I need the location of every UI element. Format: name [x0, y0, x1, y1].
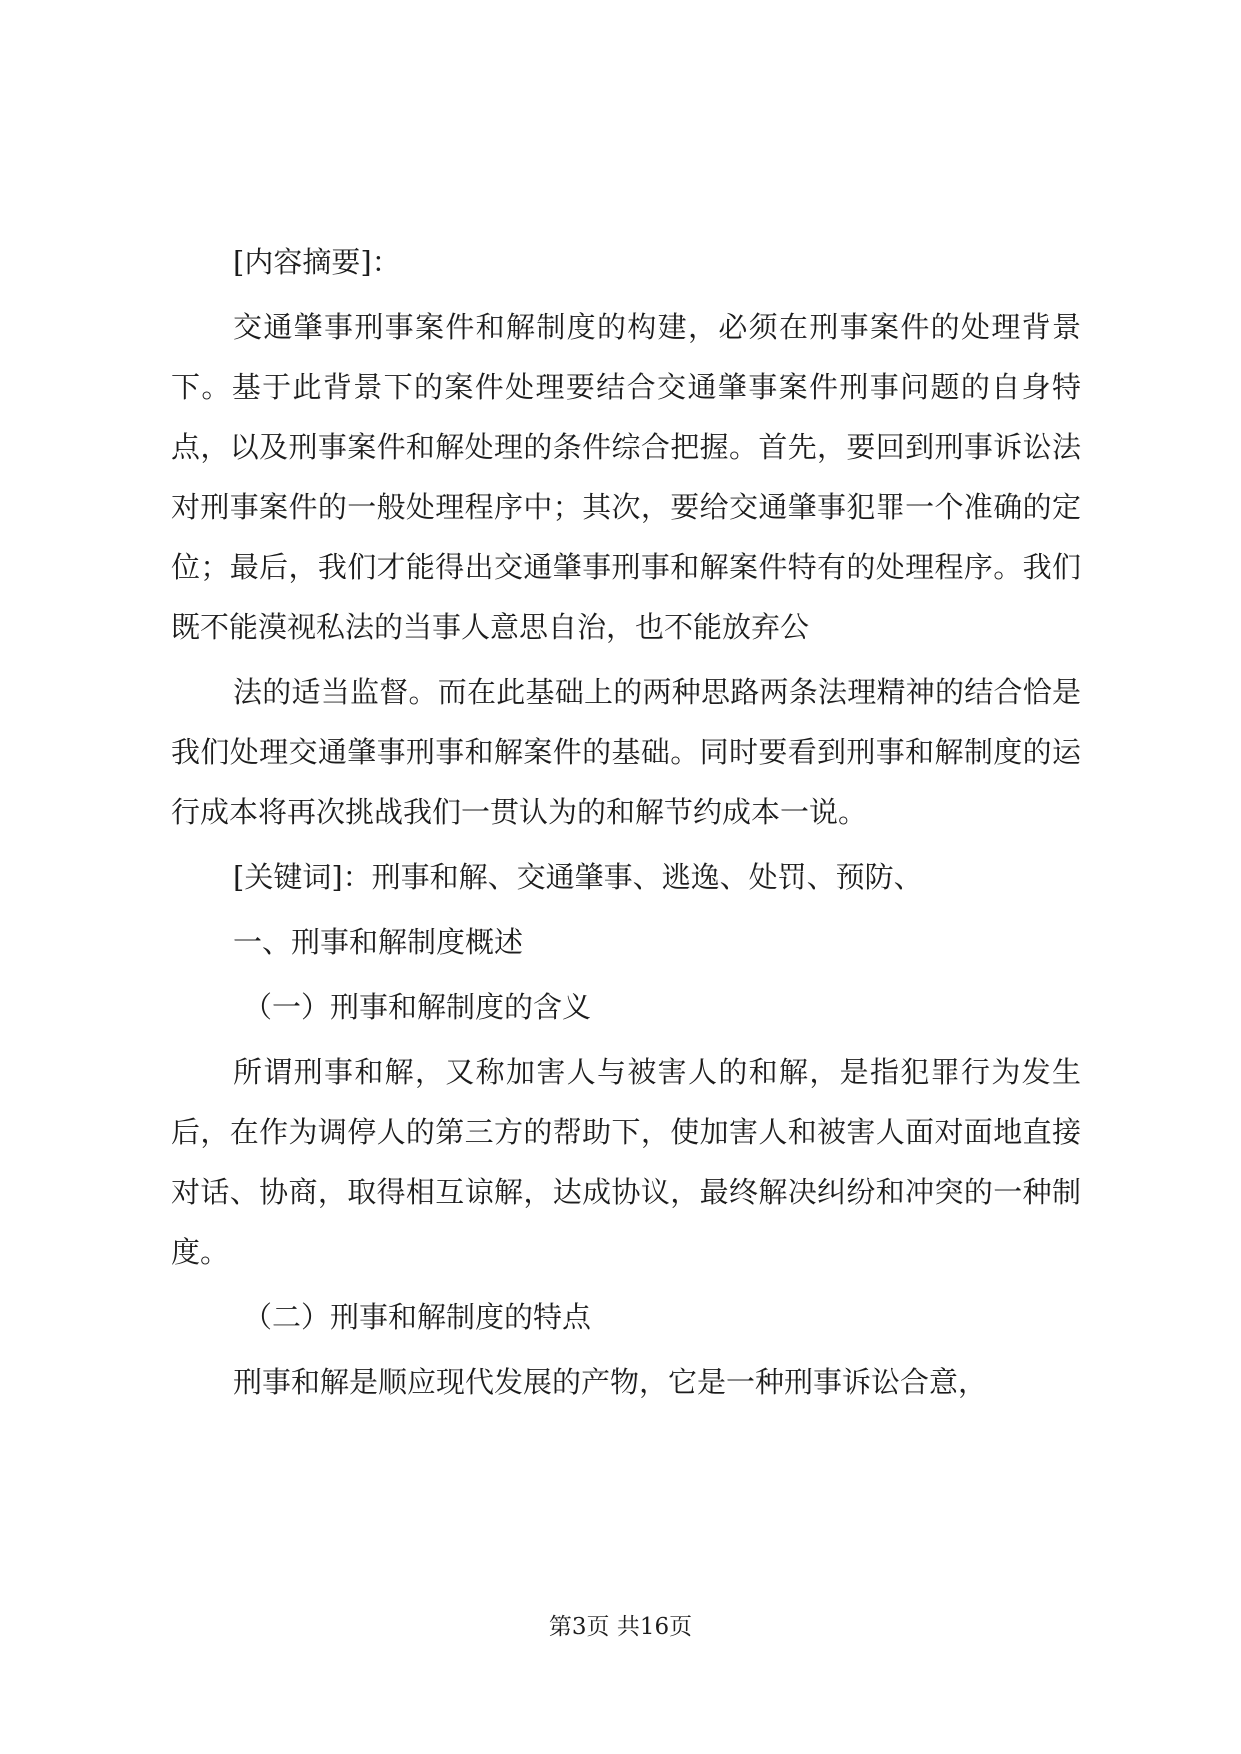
subsection-heading-2: （二）刑事和解制度的特点 — [243, 1300, 592, 1334]
page-footer: 第3页 共16页 — [548, 1614, 693, 1640]
keywords-line: [关键词]：刑事和解、交通肇事、逃逸、处罚、预防、 — [233, 860, 923, 894]
body-paragraph-definition: 所谓刑事和解，又称加害人与被害人的和解，是指犯罪行为发生后，在作为调停人的第三方的帮助下，使加害人和被害人面对面地直接对话、协商，取得相互谅解，达成协议，最终解决纠纷和冲突的一种制度。 — [171, 1055, 1081, 1269]
document-body — [171, 232, 1081, 1417]
section-heading-1: 一、刑事和解制度概述 — [233, 925, 524, 959]
abstract-heading: [内容摘要]： — [233, 245, 401, 279]
abstract-paragraph-2: 法的适当监督。而在此基础上的两种思路两条法理精神的结合恰是我们处理交通肇事刑事和解案件的基础。同时要看到刑事和解制度的运行成本将再次挑战我们一贯认为的和解节约成本一说。 — [171, 675, 1081, 829]
body-paragraph-features: 刑事和解是顺应现代发展的产物，它是一种刑事诉讼合意， — [233, 1365, 988, 1399]
subsection-heading-1: （一）刑事和解制度的含义 — [243, 990, 592, 1024]
abstract-paragraph-1: 交通肇事刑事案件和解制度的构建，必须在刑事案件的处理背景下。基于此背景下的案件处理要结合交通肇事案件刑事问题的自身特点，以及刑事案件和解处理的条件综合把握。首先，要回到刑事诉讼法对刑事案件的一般处理程序中；其次，要给交通肇事犯罪一个准确的定位；最后，我们才能得出交通肇事刑事和解案件特有的处理程序。我们既不能漠视私法的当事人意思自治，也不能放弃公 — [171, 310, 1081, 644]
